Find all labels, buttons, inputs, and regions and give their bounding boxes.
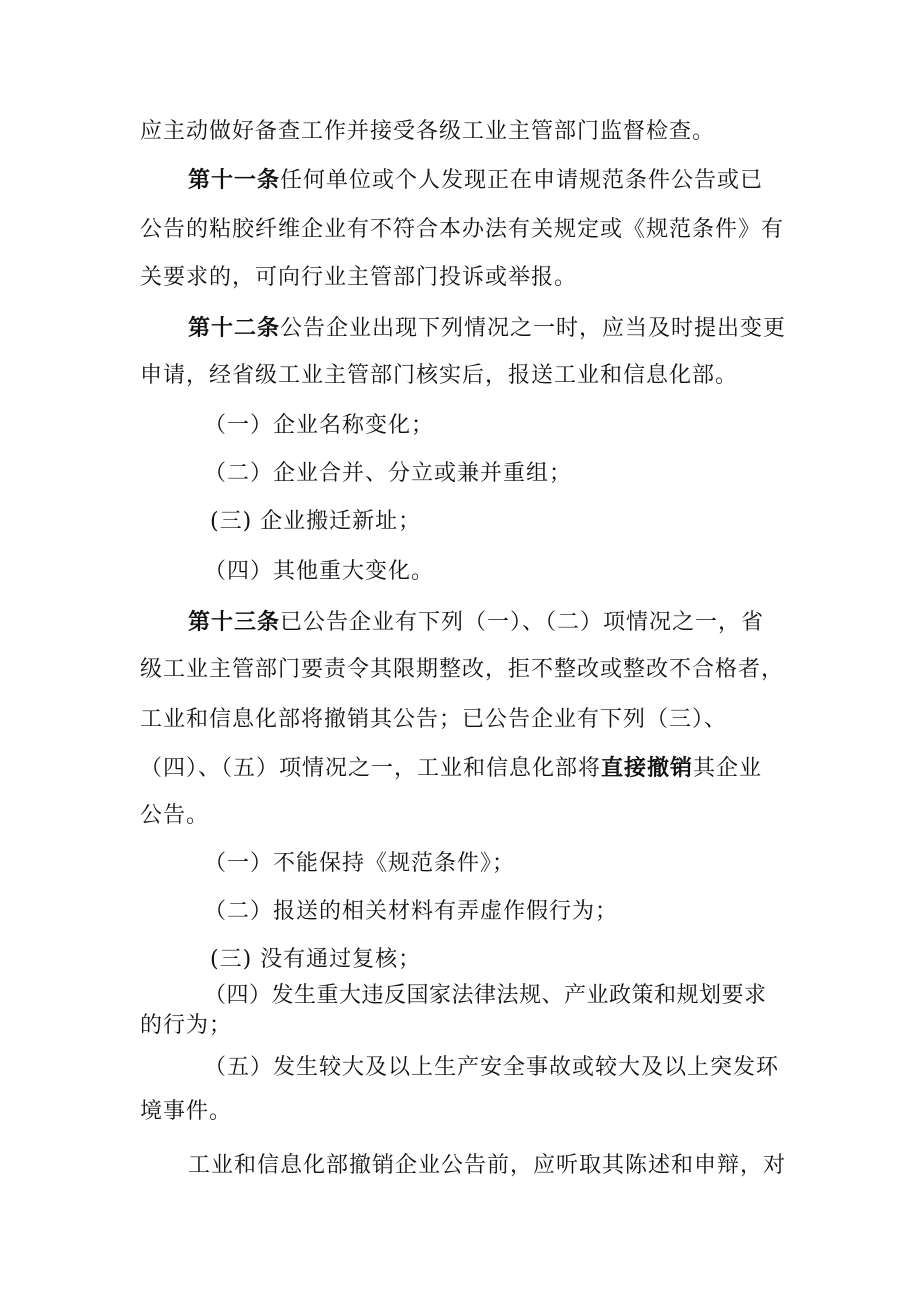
text-segment: （四）发生重大违反国家法律法规、产业政策和规划要求 [204,983,767,1008]
list-item [204,982,767,1010]
text-line [140,362,738,390]
text-segment: （二）企业合并、分立或兼并重组； [204,461,573,486]
text-segment: 工业和信息化部将撤销其公告；已公告企业有下列（三）、 [140,707,728,732]
list-item [204,460,572,488]
text-segment: 申请，经省级工业主管部门核实后，报送工业和信息化部。 [140,363,739,388]
text-segment: 的行为； [140,1013,233,1038]
text-segment: 应主动做好备查工作并接受各级工业主管部门监督检查。 [140,119,716,144]
text-segment: 公告。 [140,803,210,828]
text-line [140,264,577,292]
article-heading: 第十二条 [188,315,281,341]
article-heading: 第十一条 [188,167,281,193]
text-segment: 境事件。 [140,1099,233,1124]
list-item [204,1054,779,1082]
text-line [140,118,715,146]
text-line [140,216,784,244]
text-line [140,706,727,734]
text-segment: 任何单位或个人发现正在申请规范条件公告或已 [280,168,764,193]
list-item [204,558,434,586]
article-12-line [188,314,786,343]
list-item [210,508,421,536]
text-segment: 工业和信息化部撤销企业公告前，应听取其陈述和申辩，对 [188,1153,787,1178]
text-segment: （五）发生较大及以上生产安全事故或较大及以上突发环 [204,1055,780,1080]
text-segment: 关要求的，可向行业主管部门投诉或举报。 [140,265,578,290]
text-segment: 级工业主管部门要责令其限期整改，拒不整改或整改不合格者， [140,657,785,682]
text-segment: (三) 没有通过复核； [210,947,422,972]
article-heading: 第十三条 [188,609,281,635]
text-segment: 已公告企业有下列（一）、（二）项情况之一，省 [280,610,765,635]
list-item [204,898,618,926]
text-segment: (三) 企业搬迁新址； [210,509,422,534]
text-line [140,1012,232,1040]
text-segment: 公告的粘胶纤维企业有不符合本办法有关规定或《规范条件》有 [140,217,785,242]
text-line [140,754,762,783]
list-item [204,850,515,878]
text-segment: （一）企业名称变化； [204,413,435,438]
text-segment: （四）、（五）项情况之一，工业和信息化部将 [140,756,602,781]
text-segment: （一）不能保持《规范条件》； [204,851,516,876]
emphasis-text: 直接撤销 [601,755,694,781]
article-13-line [188,608,764,637]
text-line [140,802,209,830]
text-line [188,1152,786,1180]
article-11-line [188,166,763,195]
list-item [210,946,421,974]
text-segment: （二）报送的相关材料有弄虚作假行为； [204,899,619,924]
text-segment: 公告企业出现下列情况之一时，应当及时提出变更 [280,316,787,341]
text-segment: 其企业 [693,756,763,781]
text-line [140,1098,232,1126]
text-line [140,656,784,684]
text-segment: （四）其他重大变化。 [204,559,435,584]
list-item [204,412,434,440]
